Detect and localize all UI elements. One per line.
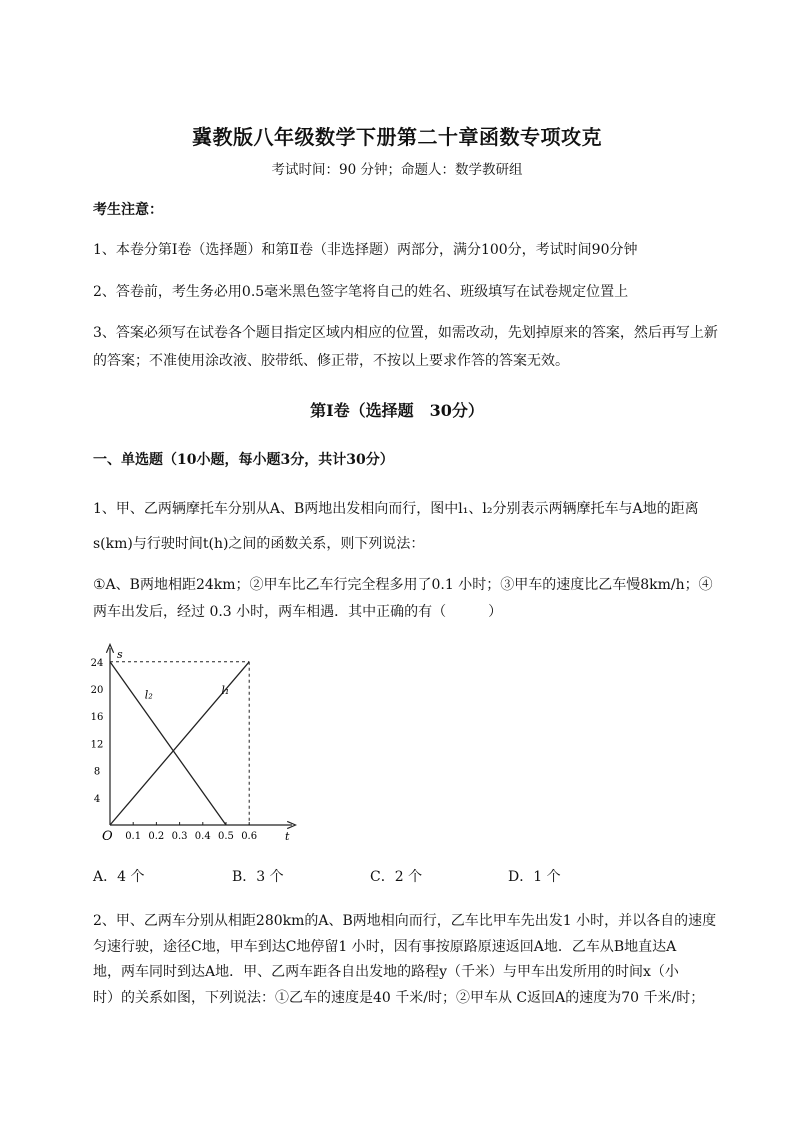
q2-line-2: 匀速行驶，途径C地，甲车到达C地停留1 小时，因有事按原路原速返回A地．乙车从B地直达A bbox=[93, 939, 677, 955]
q2-line-4: 时）的关系如图，下列说法：①乙车的速度是40 千米/时；②甲车从 C返回A的速度为70 千米/时； bbox=[93, 990, 705, 1006]
q1-graph bbox=[92, 640, 302, 850]
y-axis-label: s bbox=[117, 648, 123, 661]
doc-subtitle: 考试时间：90 分钟；命题人：数学教研组 bbox=[271, 162, 523, 178]
q1-line-1: 1、甲、乙两辆摩托车分别从A、B两地出发相向而行，图中l₁、l₂分别表示两辆摩托车与A地的距离 bbox=[93, 501, 699, 517]
y-tick-label: 12 bbox=[90, 739, 104, 751]
y-tick-label: 24 bbox=[90, 657, 104, 669]
origin-label: O bbox=[102, 829, 113, 844]
q2-line-1: 2、甲、乙两车分别从相距280km的A、B两地相向而行，乙车比甲车先出发1 小时，并以各自的速度 bbox=[93, 913, 717, 929]
q1-line-4: 两车出发后，经过 0.3 小时，两车相遇．其中正确的有（ ） bbox=[93, 604, 503, 620]
doc-title: 冀教版八年级数学下册第二十章函数专项攻克 bbox=[192, 125, 602, 149]
q1-option-c[interactable]: C．2 个 bbox=[370, 869, 423, 885]
q1-option-a[interactable]: A．4 个 bbox=[93, 869, 145, 885]
y-tick-label: 16 bbox=[90, 712, 104, 724]
series-label-l2: l₂ bbox=[144, 688, 153, 702]
section-title: 第I卷（选择题 30分） bbox=[310, 401, 484, 420]
q1-line-3: ①A、B两地相距24km；②甲车比乙车行完全程多用了0.1 小时；③甲车的速度比乙车慢8km/h；④ bbox=[93, 577, 713, 593]
x-tick-label: 0.6 bbox=[241, 831, 258, 842]
y-tick-label: 4 bbox=[93, 793, 101, 805]
notice-item-3-line-1: 3、答案必须写在试卷各个题目指定区域内相应的位置，如需改动，先划掉原来的答案，然后再写上新 bbox=[93, 325, 718, 341]
series-label-l1: l₁ bbox=[221, 683, 230, 697]
x-tick-label: 0.5 bbox=[218, 831, 234, 842]
q1-option-b[interactable]: B．3 个 bbox=[232, 869, 284, 885]
y-tick-label: 20 bbox=[90, 685, 104, 696]
y-tick-label: 8 bbox=[93, 766, 101, 778]
x-tick-label: 0.3 bbox=[171, 831, 188, 842]
notice-item-3-line-2: 的答案；不准使用涂改液、胶带纸、修正带，不按以上要求作答的答案无效。 bbox=[93, 353, 569, 369]
part-heading: 一、单选题（10小题，每小题3分，共计30分） bbox=[93, 452, 394, 468]
x-tick-label: 0.1 bbox=[125, 831, 142, 842]
notice-item-1: 1、本卷分第I卷（选择题）和第Ⅱ卷（非选择题）两部分，满分100分，考试时间90分钟 bbox=[93, 242, 638, 258]
notice-heading: 考生注意： bbox=[93, 202, 163, 218]
x-tick-label: 0.4 bbox=[194, 831, 211, 842]
x-tick-label: 0.2 bbox=[148, 831, 165, 842]
notice-item-2: 2、答卷前，考生务必用0.5毫米黑色签字笔将自己的姓名、班级填写在试卷规定位置上 bbox=[93, 284, 629, 300]
q1-option-d[interactable]: D．1 个 bbox=[508, 869, 561, 885]
q2-line-3: 地，两车同时到达A地．甲、乙两车距各自出发地的路程y（千米）与甲车出发所用的时间x（小 bbox=[93, 964, 679, 980]
q1-line-2: s(km)与行驶时间t(h)之间的函数关系，则下列说法： bbox=[93, 536, 425, 552]
x-axis-label: t bbox=[285, 830, 290, 843]
series-line-2 bbox=[110, 662, 226, 825]
